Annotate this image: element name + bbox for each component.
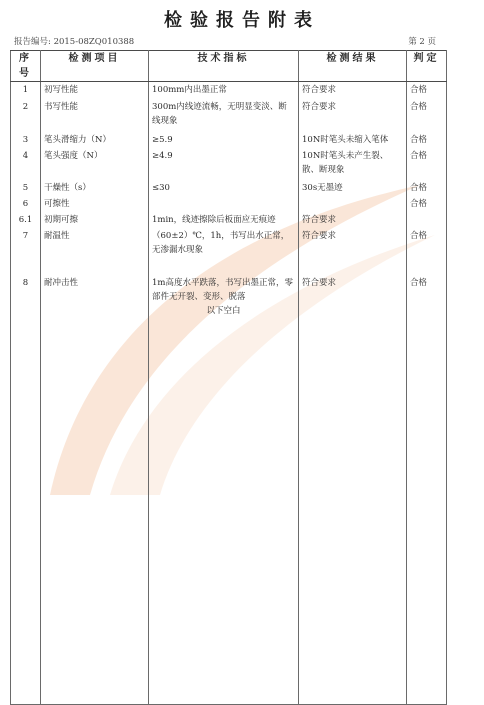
header-result: 检测结果 [299, 51, 407, 82]
row-judge: 合格 [407, 275, 447, 705]
table-row [11, 180, 447, 196]
row-judge: 合格 [407, 132, 447, 148]
row-no: 6 [11, 196, 41, 212]
row-spec: 1min，线迹擦除后板面应无痕迹 [149, 212, 299, 228]
row-result: 符合要求 [299, 99, 407, 132]
row-spec: ≥5.9 [149, 132, 299, 148]
row-result: 30s无墨迹 [299, 180, 407, 196]
row-no: 8 [11, 275, 41, 705]
header-spec: 技术指标 [149, 51, 299, 82]
page-number: 第 2 页 [408, 37, 436, 47]
row-no: 6.1 [11, 212, 41, 228]
row-judge: 合格 [407, 196, 447, 212]
row-spec: ≤30 [149, 180, 299, 196]
test-results-table [10, 50, 447, 705]
row-result: 10N时笔头未产生裂、散、断现象 [299, 148, 407, 180]
row-no: 5 [11, 180, 41, 196]
row-result: 符合要求 [299, 228, 407, 275]
table-row [11, 228, 447, 275]
row-spec [149, 196, 299, 212]
row-spec: （60±2）℃，1h，书写出水正常，无渗漏水现象 [149, 228, 299, 275]
row-judge: 合格 [407, 99, 447, 132]
table-row [11, 99, 447, 132]
row-no: 1 [11, 82, 41, 99]
header-judge: 判定 [407, 51, 447, 82]
table-row [11, 148, 447, 180]
row-no: 7 [11, 228, 41, 275]
row-judge: 合格 [407, 180, 447, 196]
row-spec-text: 1m高度水平跌落，书写出墨正常，零部件无开裂、变形、脱落 [152, 277, 293, 302]
document-title: 检验报告附表 [164, 10, 320, 31]
row-item: 可擦性 [41, 196, 149, 212]
row-judge: 合格 [407, 148, 447, 180]
header-item: 检测项目 [41, 51, 149, 82]
row-result: 10N时笔头未缩入笔体 [299, 132, 407, 148]
row-spec: 100mm内出墨正常 [149, 82, 299, 99]
row-item: 耐冲击性 [41, 275, 149, 705]
row-result: 符合要求 [299, 212, 407, 228]
end-note: 以下空白 [206, 305, 241, 316]
row-no: 2 [11, 99, 41, 132]
row-item: 耐温性 [41, 228, 149, 275]
row-item: 书写性能 [41, 99, 149, 132]
row-spec: 300m内线迹流畅，无明显变淡、断线现象 [149, 99, 299, 132]
row-judge [407, 212, 447, 228]
table-row [11, 212, 447, 228]
row-result: 符合要求 [299, 82, 407, 99]
row-item: 初写性能 [41, 82, 149, 99]
row-item: 初期可擦 [41, 212, 149, 228]
table-header-row [11, 51, 447, 82]
row-result: 符合要求 [299, 275, 407, 705]
row-item: 笔头滑缩力（N） [41, 132, 149, 148]
table-row [11, 82, 447, 99]
row-spec [149, 275, 299, 705]
row-item: 干燥性（s） [41, 180, 149, 196]
table-row [11, 196, 447, 212]
row-judge: 合格 [407, 228, 447, 275]
row-spec: ≥4.9 [149, 148, 299, 180]
row-no: 4 [11, 148, 41, 180]
table-row [11, 132, 447, 148]
header-no: 序号 [11, 51, 41, 82]
table-row [11, 275, 447, 705]
row-judge: 合格 [407, 82, 447, 99]
row-no: 3 [11, 132, 41, 148]
row-item: 笔头强度（N） [41, 148, 149, 180]
row-result [299, 196, 407, 212]
report-number: 报告编号: 2015-08ZQ010388 [14, 37, 135, 47]
